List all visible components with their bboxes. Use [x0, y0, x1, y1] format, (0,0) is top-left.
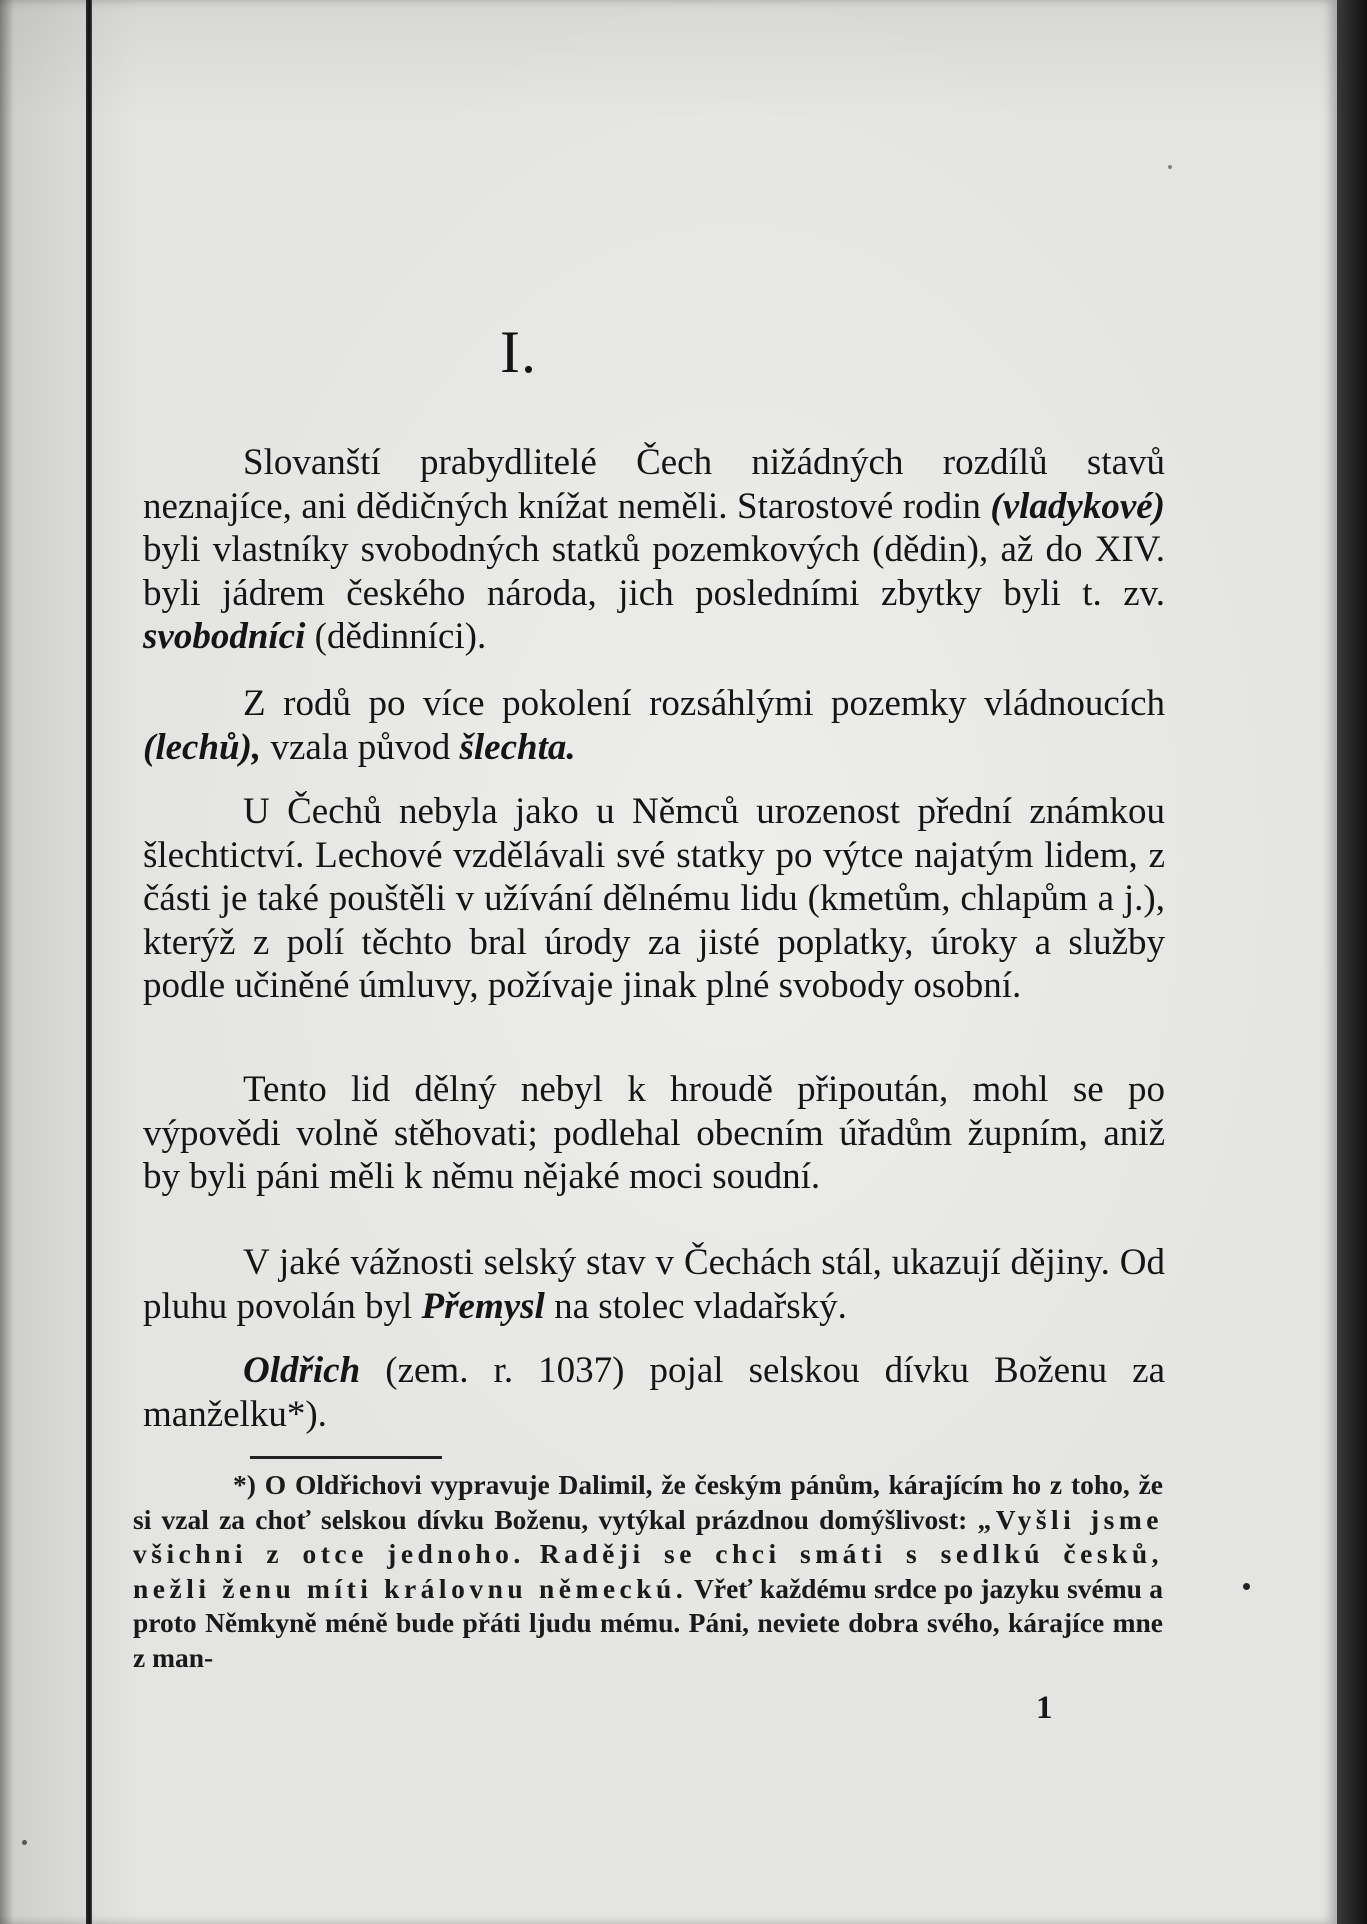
- paragraph-text: na stolec vladařský.: [544, 1285, 847, 1327]
- footnote-quote-gap: [525, 1538, 540, 1569]
- binding-edge-line: [86, 0, 92, 1924]
- paragraph-6: [143, 1349, 1165, 1436]
- footnote-tail: Vřeť každému srdce po jazyku svému a proto Němkyně méně bude přáti ljudu mému. Páni, neviete dobra svého, kárajíce mne z man-: [133, 1572, 1163, 1673]
- emphasized-term: Oldřich: [243, 1350, 361, 1391]
- footnote: [133, 1468, 1163, 1675]
- footnote-lead: *) O Oldřichovi vypravuje Dalimil, že českým pánům, kárajícím ho z toho, že si vzal za choť selskou dívku Boženu, vytýkal prázdnou domýšlivost:: [133, 1469, 1163, 1535]
- paragraph-4: [143, 1068, 1165, 1199]
- paragraph-text: Tento lid dělný nebyl k hroudě připoután, mohl se po výpovědi volně stěhovati; podlehal obecním úřadům župním, aniž by byli páni měli k němu nějaké moci soudní.: [143, 1069, 1165, 1197]
- paragraph-1: [143, 441, 1165, 659]
- print-speck: [22, 1840, 27, 1845]
- paragraph-text: (zem. r. 1037) pojal selskou dívku Boženu za manželku*).: [143, 1350, 1165, 1435]
- paragraph-text: (dědinníci).: [305, 616, 487, 657]
- print-speck: [1168, 165, 1172, 169]
- paragraph-text: Z rodů po více pokolení rozsáhlými pozemky vládnoucích: [243, 683, 1165, 724]
- footnote-quote-1: „Vyšli jsme všichni z otce jednoho.: [133, 1503, 1163, 1569]
- paragraph-5: [143, 1241, 1165, 1328]
- paragraph-3: [143, 790, 1165, 1008]
- emphasized-term: svobodníci: [143, 616, 306, 657]
- paragraph-text: byli vlastníky svobodných statků pozemkových (dědin), až do XIV. byli jádrem českého národa, jich posledními zbytky byli t. zv.: [143, 529, 1165, 614]
- paragraph-text: vzala původ: [261, 726, 460, 768]
- binding-shadow: [0, 0, 14, 1924]
- footnote-divider: [250, 1456, 442, 1459]
- emphasized-term: (vladykové): [990, 485, 1165, 527]
- scanner-edge: [1337, 0, 1367, 1924]
- emphasized-term: šlechta.: [459, 726, 576, 768]
- paragraph-2: [143, 682, 1165, 769]
- footnote-quote-2: Raději se chci smáti s sedlkú česků, nežli ženu míti královnu německú.: [133, 1538, 1164, 1604]
- emphasized-term: Přemysl: [421, 1285, 545, 1327]
- paragraph-text: Slovanští prabydlitelé Čech nižádných rozdílů stavů neznajíce, ani dědičných knížat neměli. Starostové rodin: [143, 442, 1165, 527]
- emphasized-term: (lechů),: [143, 726, 262, 768]
- page-number: 1: [1036, 1690, 1053, 1726]
- print-speck: [1243, 1583, 1250, 1590]
- paragraph-text: U Čechů nebyla jako u Němců urozenost přední známkou šlechtictví. Lechové vzdělávali své statky po výtce najatým lidem, z části je také pouštěli v užívání dělnému lidu (kmetům, chlapům a j.), kterýž z polí těchto bral úrody za jisté poplatky, úroky a služby podle učiněné úmluvy, požívaje jinak plné svobody osobní.: [143, 791, 1165, 1006]
- paragraph-text: V jaké vážnosti selský stav v Čechách stál, ukazují dějiny. Od pluhu povolán byl: [143, 1242, 1165, 1327]
- chapter-numeral: I.: [500, 319, 537, 385]
